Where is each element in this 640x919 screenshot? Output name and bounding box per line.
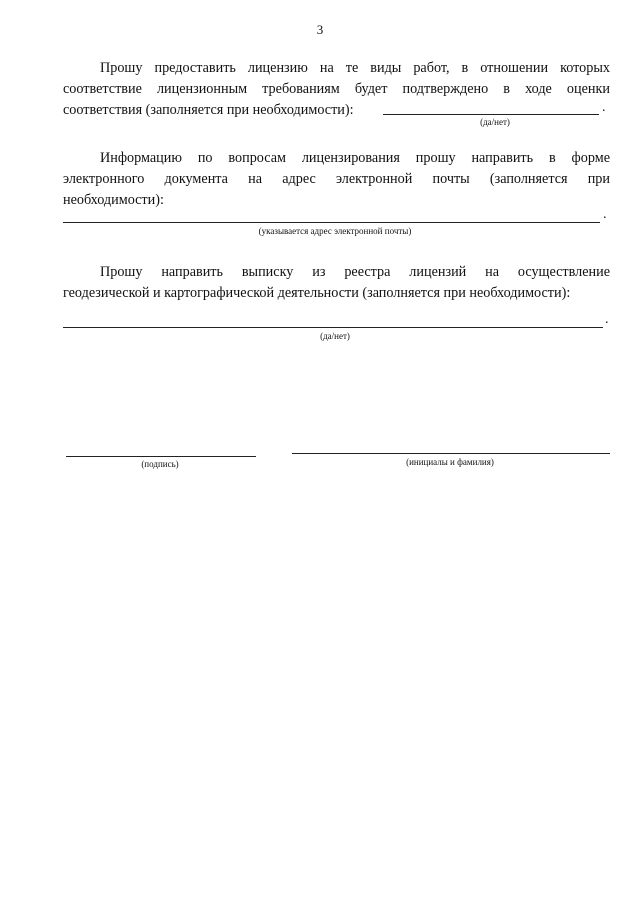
page-number: 3 [316,22,324,37]
registry-extract-line-2: геодезической и картографической деятельности (заполняется при необходимости): [63,285,571,301]
email-info-paragraph [63,148,610,211]
license-works-paragraph [63,58,610,121]
email-field-caption: (указывается адрес электронной почты) [258,226,412,236]
email-address-field[interactable] [63,222,600,223]
email-info-line-3: необходимости): [63,192,164,208]
signature-field[interactable] [66,456,256,457]
license-works-end-mark: . [602,100,606,115]
license-works-field-caption: (да/нет) [480,117,510,127]
email-info-line-2: электронного документа на адрес электронной почты (заполняется при [63,171,610,187]
signature-caption: (подпись) [141,459,179,469]
license-works-answer-field[interactable] [383,114,599,115]
registry-extract-line-1: Прошу направить выписку из реестра лицензий на осуществление [100,264,610,280]
name-initials-field[interactable] [292,453,610,454]
registry-extract-field-caption: (да/нет) [320,331,350,341]
registry-extract-paragraph [63,262,610,304]
license-works-line-1: Прошу предоставить лицензию на те виды работ, в отношении которых [100,60,610,76]
registry-extract-answer-field[interactable] [63,327,603,328]
license-works-line-2: соответствие лицензионным требованиям будет подтверждено в ходе оценки [63,81,610,97]
license-works-line-3: соответствия (заполняется при необходимости): [63,102,354,118]
email-info-line-1: Информацию по вопросам лицензирования прошу направить в форме [100,150,610,166]
email-end-mark: . [603,207,607,222]
registry-extract-end-mark: . [605,312,609,327]
name-initials-caption: (инициалы и фамилия) [406,457,494,467]
